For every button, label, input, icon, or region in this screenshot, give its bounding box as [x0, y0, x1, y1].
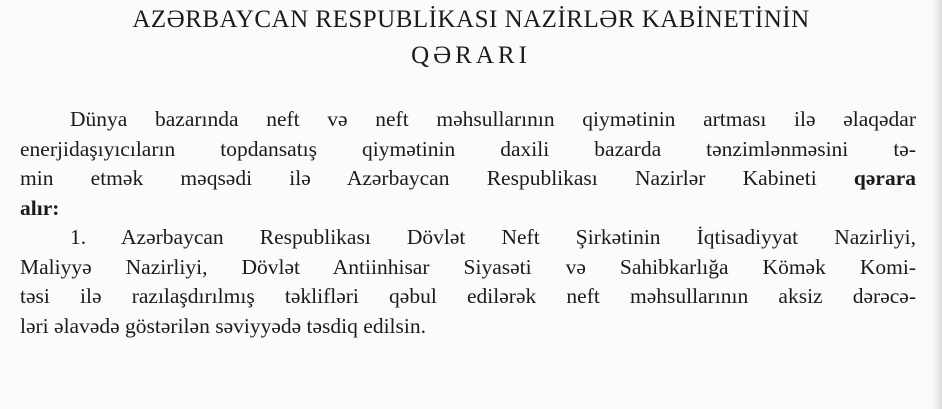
- document-body: [20, 105, 916, 341]
- page-edge-shadow: [932, 0, 942, 409]
- preamble-line-3: [20, 164, 916, 194]
- clause-1-line-1: 1. Azərbaycan Respublikası Dövlət Neft Şirkətinin İqtisadiyyat Nazirliyi,: [70, 225, 916, 249]
- preamble-line-3-text: min etmək məqsədi ilə Azərbaycan Respublikası Nazirlər Kabineti: [20, 166, 854, 190]
- decision-keyword: qərara: [853, 166, 916, 190]
- preamble-line-1: Dünya bazarında neft və neft məhsullarının qiymətinin artması ilə əlaqədar: [70, 107, 916, 131]
- decision-keyword-end: alır:: [20, 195, 60, 220]
- clause-1-line-2: Maliyyə Nazirliyi, Dövlət Antiinhisar Siyasəti və Sahibkarlığa Kömək Komi-: [20, 254, 916, 279]
- preamble-line-2: enerjidaşıyıcıların topdansatış qiymətinin daxili bazarda tənzimlənməsini tə-: [20, 136, 916, 161]
- clause-1-line-3: təsi ilə razılaşdırılmış təklifləri qəbul edilərək neft məhsullarının aksiz dərəcə-: [20, 284, 916, 308]
- document-subtitle: QƏRARI: [411, 42, 531, 69]
- document-title: AZƏRBAYCAN RESPUBLİKASI NAZİRLƏR KABİNETİNİN: [132, 6, 810, 33]
- clause-1-line-4: ləri əlavədə göstərilən səviyyədə təsdiq edilsin.: [20, 313, 426, 338]
